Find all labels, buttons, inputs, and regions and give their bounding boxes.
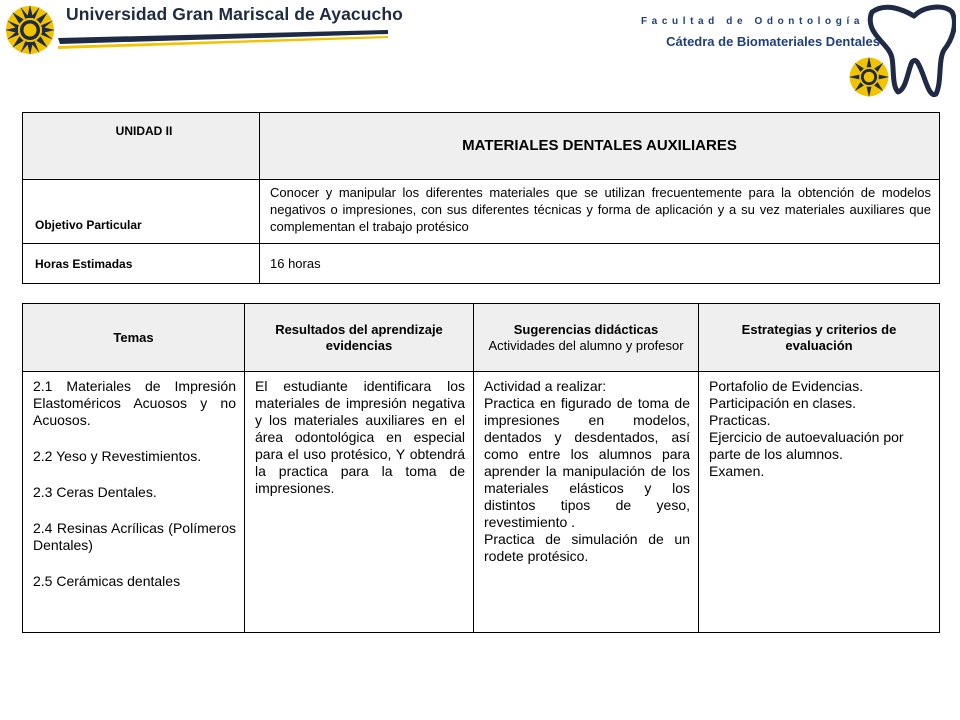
tema-item: 2.5 Cerámicas dentales	[33, 573, 181, 589]
page-header	[0, 0, 960, 100]
university-name: Universidad Gran Mariscal de Ayacucho	[66, 4, 403, 24]
tema-item: 2.2 Yeso y Revestimientos.	[33, 448, 202, 464]
tema-item: 2.3 Ceras Dentales.	[33, 484, 157, 500]
tema-item: 2.4 Resinas Acrílicas (Polímeros Dentales)	[33, 520, 236, 553]
university-sun-logo-icon	[4, 4, 56, 56]
header-sugerencias-title: Sugerencias didácticas	[513, 321, 659, 337]
estrategia-item: Participación en clases.	[709, 395, 857, 411]
unit-info-table	[22, 112, 940, 284]
unit-title: MATERIALES DENTALES AUXILIARES	[260, 113, 940, 180]
header-estrategias: Estrategias y criterios de evaluación	[699, 304, 940, 372]
chair-name: Cátedra de Biomateriales Dentales	[666, 34, 880, 49]
objective-label	[23, 180, 260, 244]
sun-emblem-icon	[848, 56, 890, 98]
estrategia-item: Portafolio de Evidencias.	[709, 378, 864, 394]
objective-label-text: Objetivo Particular	[35, 218, 142, 232]
unit-label-cell	[23, 113, 260, 180]
resultados-text: El estudiante identificara los materiales de impresión negativa y los materiales auxiliares en el área odontológica en especial para el uso protésico, Y obtendrá la practica para la toma de impresiones.	[245, 372, 474, 633]
header-swoosh-band	[0, 28, 390, 64]
unit-label: UNIDAD II	[115, 124, 173, 138]
estrategia-item: Ejercicio de autoevaluación por parte de los alumnos.	[709, 429, 904, 462]
estrategia-item: Examen.	[709, 463, 765, 479]
hours-label-text: Horas Estimadas	[35, 256, 133, 271]
estrategia-item: Practicas.	[709, 412, 771, 428]
estrategias-cell	[699, 372, 940, 633]
actividades-cell	[474, 372, 699, 633]
hours-label	[23, 244, 260, 284]
header-resultados: Resultados del aprendizaje evidencias	[245, 304, 474, 372]
header-sugerencias-sub: Actividades del alumno y profesor	[488, 337, 684, 353]
faculty-name: Facultad de Odontología	[640, 16, 864, 27]
actividad-item: Practica en figurado de toma de impresiones en modelos, dentados y desdentados, así como entre los alumnos para aprender la manipulación de los materiales elásticos y los distintos tipos de yeso, revestimiento .	[484, 395, 690, 530]
actividad-item: Actividad a realizar:	[484, 378, 607, 394]
hours-value: 16 horas	[260, 244, 940, 284]
temas-cell	[23, 372, 245, 633]
content-table	[22, 303, 940, 633]
header-sugerencias	[474, 304, 699, 372]
objective-text: Conocer y manipular los diferentes materiales que se utilizan frecuentemente para la obtención de modelos negativos o impresiones, con sus diferentes técnicas y forma de aplicación y a su vez materiales auxiliares que complementan el trabajo protésico	[260, 180, 940, 244]
tema-item: 2.1 Materiales de Impresión Elastoméricos Acuosos y no Acuosos.	[33, 378, 236, 428]
actividad-item: Practica de simulación de un rodete protésico.	[484, 531, 690, 564]
header-temas: Temas	[23, 304, 245, 372]
